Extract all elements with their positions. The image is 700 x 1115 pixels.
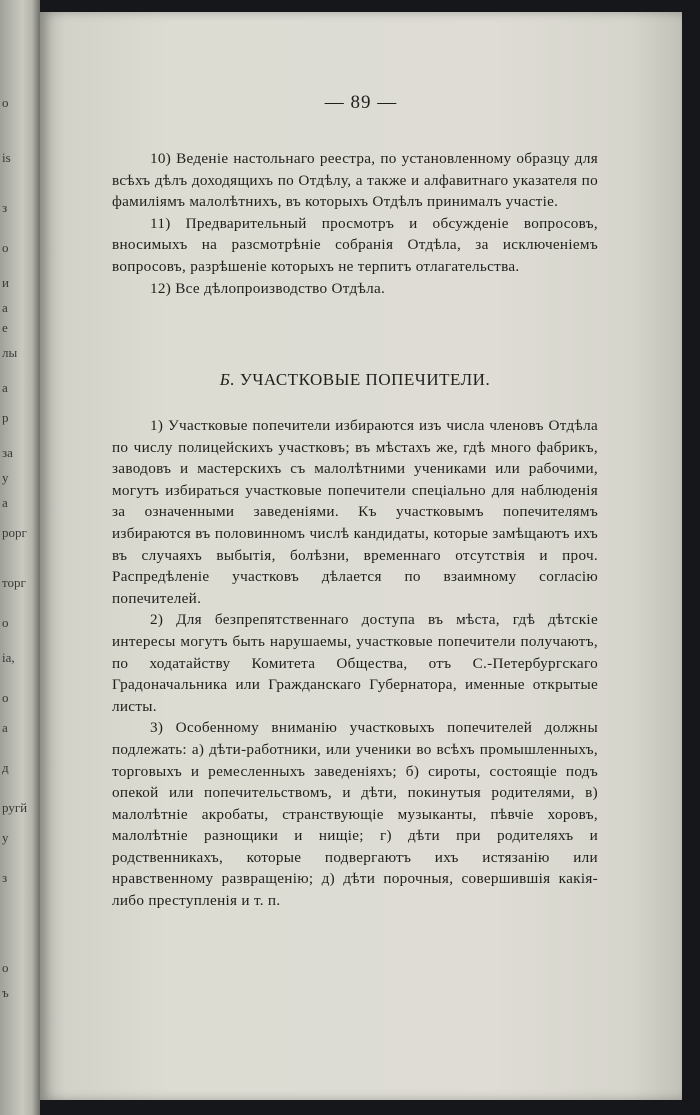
left-page-fragment: о bbox=[2, 690, 9, 705]
trustees-rules bbox=[112, 415, 598, 912]
left-page-fragment: а bbox=[2, 380, 8, 395]
section-title: УЧАСТКОВЫЕ ПОПЕЧИТЕЛИ. bbox=[239, 370, 491, 389]
left-page-fragment: з bbox=[2, 200, 8, 215]
rule-paragraph-1: 1) Участковые попечители избираются изъ числа членовъ Отдѣла по числу полицейскихъ участковъ; въ мѣстахъ же, гдѣ много фабрикъ, заводовъ и мастерскихъ съ малолѣтними учениками или рабочими, могутъ избираться участковые попечители спеціально для наблюденія за означенными заведеніями. Къ участковымъ попечителямъ избираются въ половинномъ числѣ кандидаты, которые замѣщаютъ ихъ въ случаяхъ выбытія, болѣзни, временнаго отсутствія и проч. Распредѣленіе участковъ дѣлается по взаимному согласію попечителей. bbox=[112, 417, 598, 607]
left-page-fragment: у bbox=[2, 830, 9, 845]
left-page-fragment: лы bbox=[2, 345, 18, 360]
left-page-fragment: за bbox=[2, 445, 13, 460]
left-page-fragment: з bbox=[2, 870, 8, 885]
duty-item-10: 10) Веденіе настольнаго реестра, по установленному образцу для всѣхъ дѣлъ доходящихъ по Отдѣлу, а также и алфавитнаго указателя по фамиліямъ малолѣтнихъ, въ которыхъ Отдѣлъ принималъ участіе. bbox=[112, 150, 598, 211]
section-heading bbox=[112, 370, 598, 390]
left-page-fragment: о bbox=[2, 240, 9, 255]
left-page-fragment: а bbox=[2, 495, 8, 510]
duty-item-11: 11) Предварительный просмотръ и обсужденіе вопросовъ, вносимыхъ на разсмотрѣніе собранія Отдѣла, за исключеніемъ вопросовъ, разрѣшеніе которыхъ не терпитъ отлагательства. bbox=[112, 214, 598, 275]
left-page-fragment: р bbox=[2, 410, 9, 425]
section-letter: Б. bbox=[219, 370, 236, 389]
left-page-fragment: д bbox=[2, 760, 9, 775]
left-page-fragment: е bbox=[2, 320, 8, 335]
page-number: — 89 — bbox=[324, 92, 398, 113]
left-page-fragment: ъ bbox=[2, 985, 9, 1000]
left-page-fragment: рорг bbox=[2, 525, 27, 540]
left-page-fragment: а bbox=[2, 300, 8, 315]
rule-paragraph-2: 2) Для безпрепятственнаго доступа въ мѣста, гдѣ дѣтскіе интересы могутъ быть нарушаемы, участковые попечители получаютъ, по ходатайству Комитета Общества, отъ С.-Петербургскаго Градоначальника или Гражданскаго Губернатора, именные открытые листы. bbox=[112, 611, 598, 715]
rule-paragraph-3: 3) Особенному вниманію участковыхъ попечителей должны подлежать: а) дѣти-работники, или ученики во всѣхъ промышленныхъ, торговыхъ и ремесленныхъ заведеніяхъ; б) сироты, состоящіе подъ опекой или попечительствомъ, и дѣти, покинутыя родителями, в) малолѣтніе акробаты, странствующіе музыканты, пѣвчіе хоровъ, малолѣтніе разнощики и нищіе; г) дѣти при родителяхъ и родственникахъ, которые подвергаютъ ихъ истязанію или нравственному развращенію; д) дѣти порочныя, совершившія какія-либо преступленія и т. п. bbox=[112, 719, 598, 910]
duty-item-12: 12) Все дѣлопроизводство Отдѣла. bbox=[150, 279, 386, 297]
left-page-fragment: is bbox=[2, 150, 11, 165]
duties-list bbox=[112, 148, 598, 299]
left-page-fragment: а bbox=[2, 720, 8, 735]
left-page-fragment: и bbox=[2, 275, 9, 290]
left-page-edge bbox=[0, 0, 40, 1115]
left-page-fragment: ia, bbox=[2, 650, 15, 665]
left-page-fragment: у bbox=[2, 470, 9, 485]
book-page bbox=[40, 12, 682, 1100]
left-page-fragment: о bbox=[2, 95, 9, 110]
left-page-fragment: о bbox=[2, 615, 9, 630]
left-page-fragment: ругй bbox=[2, 800, 28, 815]
left-page-fragment: о bbox=[2, 960, 9, 975]
left-page-fragment: торг bbox=[2, 575, 26, 590]
